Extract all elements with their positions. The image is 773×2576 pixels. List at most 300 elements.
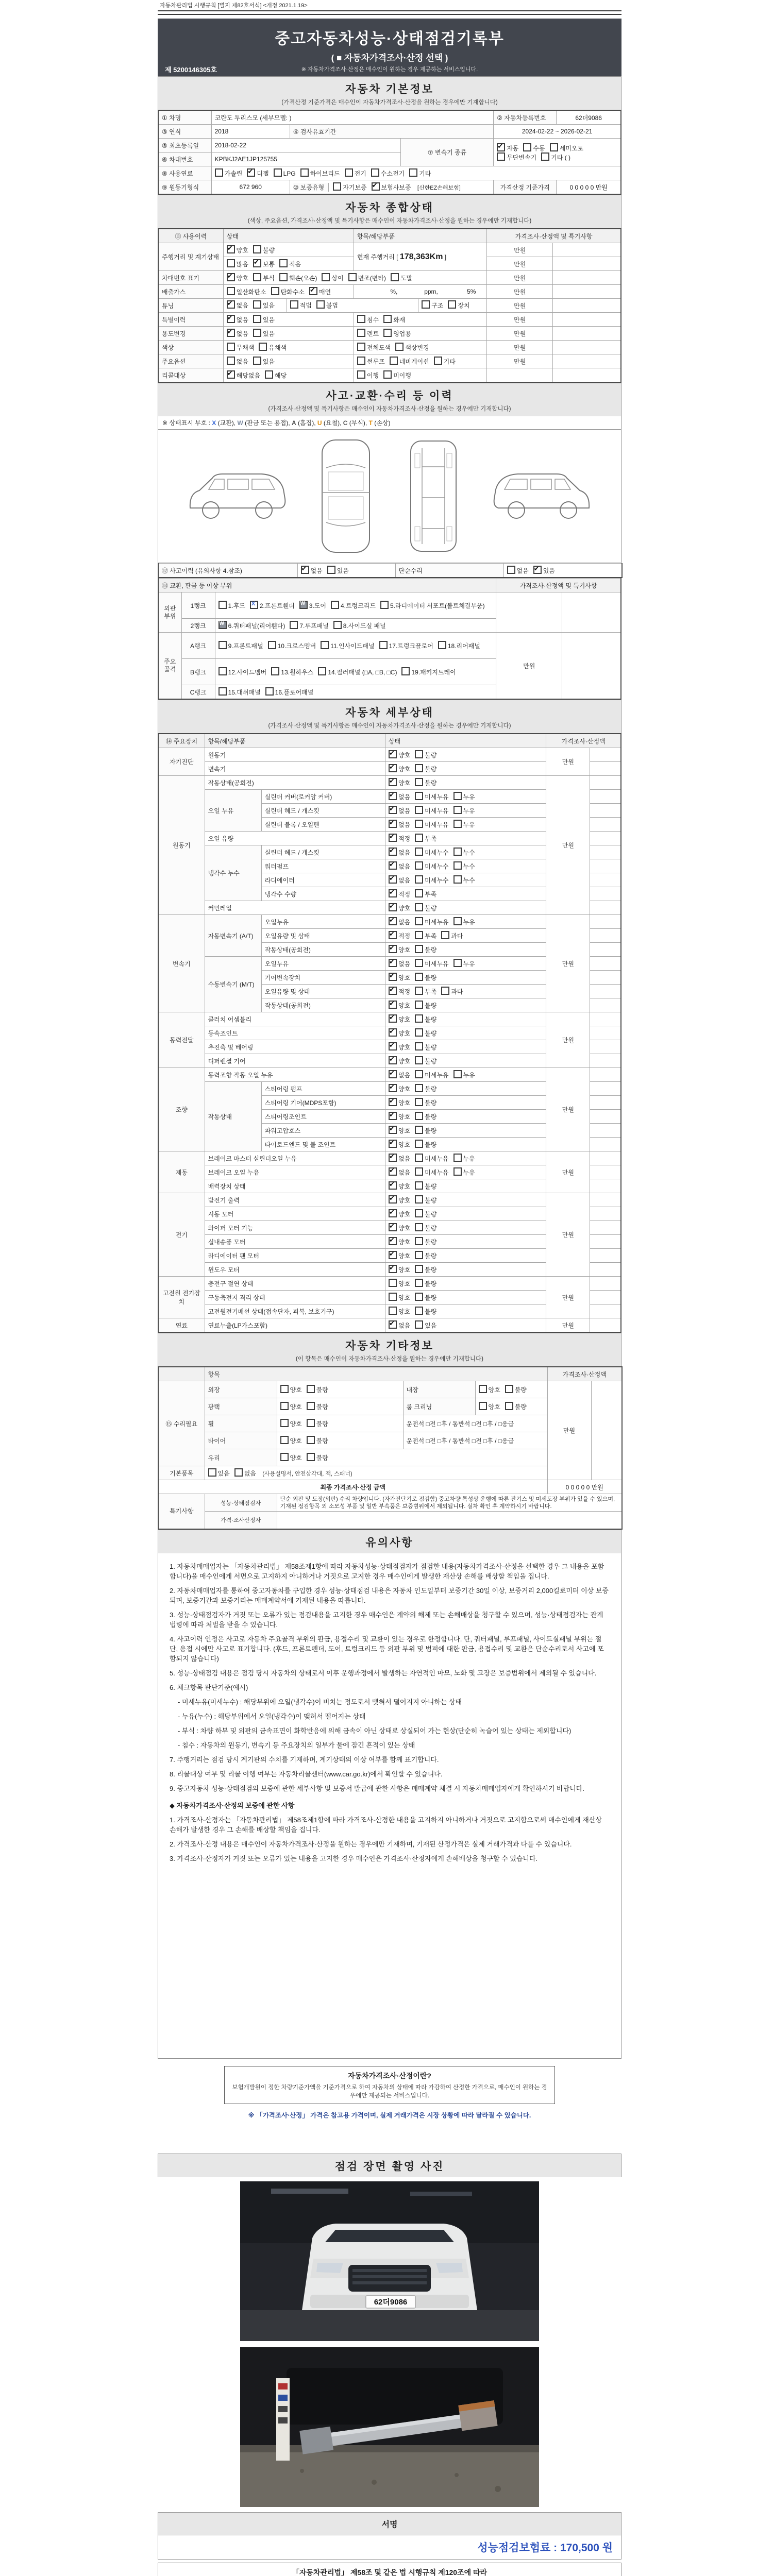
- checkbox-unchecked: [415, 1251, 436, 1260]
- checkbox-unchecked: [390, 357, 429, 366]
- checkbox-unchecked: [415, 1070, 448, 1079]
- checkbox-checked: [389, 931, 410, 940]
- option-label: 불량: [425, 1127, 437, 1134]
- option-label: 있음: [262, 316, 275, 324]
- checkbox-unchecked: [453, 1167, 475, 1177]
- device-group-6: 전기: [158, 1193, 205, 1277]
- checkbox-unchecked: [415, 750, 436, 759]
- checkbox-unchecked: [507, 566, 529, 575]
- checkbox-checked: [389, 945, 410, 954]
- price-cell: 만원: [546, 748, 590, 776]
- checkbox-checked: [389, 1237, 410, 1246]
- col-usage-history: ⑪ 사용이력: [158, 229, 223, 243]
- checkbox-checked: [389, 1001, 410, 1010]
- row-tuning-label: 튜닝: [158, 299, 223, 313]
- polish-options: [277, 1398, 403, 1415]
- checkbox-unchecked: [265, 370, 287, 380]
- sub-group-label: 작동상태: [205, 1082, 261, 1151]
- checkbox-code-W: [299, 601, 326, 610]
- checkbox-unchecked: [333, 182, 366, 192]
- checkbox-unchecked: [253, 329, 275, 338]
- document-header: [158, 19, 621, 76]
- state-code-desc: (부식),: [347, 419, 369, 427]
- option-label: 양호: [398, 779, 411, 787]
- price-cell: 만원: [487, 243, 553, 257]
- option-label: 양호: [398, 1225, 411, 1232]
- option-label: 13.휠하우스: [281, 669, 314, 676]
- option-label: 없음: [398, 821, 411, 828]
- state-code-U: U: [317, 419, 322, 427]
- vehicle-diagram-right-side: [490, 463, 595, 530]
- final-price-label: 최종 가격조사·산정 금액: [158, 1480, 547, 1494]
- option-label: 적정: [398, 891, 411, 898]
- item-state-options: [385, 1151, 546, 1165]
- group-main-frame: 주요골격: [158, 633, 181, 700]
- blank-cell: [590, 1291, 621, 1304]
- state-code-C: C: [343, 419, 348, 427]
- rank1-items: [215, 592, 496, 619]
- field-value-engine-type: 672 960: [211, 180, 290, 195]
- blank-cell: [553, 341, 621, 354]
- item-state-options: [385, 1304, 546, 1318]
- option-label: 양호: [398, 1030, 411, 1037]
- checkbox-checked: [389, 889, 410, 899]
- tire-options: [277, 1432, 403, 1449]
- option-label: 16.플로어패널: [275, 689, 314, 696]
- item-label: 디퍼렌셜 기어: [205, 1054, 385, 1068]
- checkbox-unchecked: [321, 641, 374, 650]
- remarks-inspector-text: 단순 외판 및 도장(외판) 수리 차량입니다. (자가진단기로 점검함) 중고차량 특성상 운행에 따른 잔기스 및 미세도장 부위가 있을 수 있으며, 기재된 점검항목 외 소모성 부품 및 일반 부속품은 보증범위에서 제외됩니다. 실차 확인 후 계약하시기 바랍니다.: [277, 1494, 622, 1512]
- checkbox-checked: [389, 903, 410, 912]
- blank-cell: [590, 1082, 621, 1096]
- item-state-options: [385, 1012, 546, 1026]
- rank2-items: [215, 619, 496, 633]
- panel-price-header: 가격조사·산정액 및 특기사항: [496, 579, 621, 592]
- checkbox-unchecked: [307, 1436, 328, 1445]
- option-label: 양호: [398, 1280, 411, 1287]
- checkbox-checked: [389, 1265, 410, 1274]
- checkbox-unchecked: [415, 931, 436, 940]
- checkbox-unchecked: [333, 621, 386, 630]
- checkbox-checked: [227, 273, 248, 282]
- legend-prefix: ※ 상태표시 부호 :: [162, 419, 212, 427]
- field-label-first-registration: ⑤ 최초등록일: [158, 139, 211, 152]
- checkbox-checked: [389, 764, 410, 773]
- item-label: 시동 모터: [205, 1207, 385, 1221]
- checkbox-unchecked: [453, 792, 475, 801]
- checkbox-unchecked: [345, 168, 366, 178]
- option-label: 양호: [398, 1086, 411, 1093]
- col-price: 가격조사·산정액: [547, 1367, 622, 1381]
- field-value-car-name: 코란도 투리스모 (세부모델: ): [211, 110, 494, 125]
- current-mileage: [354, 243, 486, 271]
- blank-cell: [590, 1249, 621, 1263]
- confirmation-line1: 「자동차관리법」 제58조 및 같은 법 시행규칙 제120조에 따라: [292, 2568, 488, 2576]
- simple-repair-label: 단순수리: [395, 564, 503, 578]
- notice-paragraph: 4. 사고이력 인정은 사고로 자동차 주요골격 부위의 판금, 용접수리 및 교환이 있는 경우로 한정합니다. 단, 쿼터패널, 루프패널, 사이드실패널 부위는 절단, 용접 시에만 사고로 표기합니다. (후드, 프론트펜더, 도어, 트렁크리드 등 외판 부위 및 범퍼에 대한 판금, 용접수리 및 교환은 단순수리로서 사고에 포함되지 않습니다): [170, 1635, 604, 1663]
- final-price-value: 0 0 0 0 0 만원: [547, 1480, 622, 1494]
- option-label: 없음: [398, 793, 411, 801]
- section-accident-header: [158, 383, 621, 416]
- section-note: (가격조사·산정액 및 특기사항은 매수인이 자동차가격조사·산정을 원하는 경우에만 기재합니다): [268, 723, 511, 729]
- device-group-3: 동력전달: [158, 1012, 205, 1068]
- checkbox-unchecked: [300, 168, 340, 178]
- item-state-options: [385, 1138, 546, 1151]
- option-label: 불량: [425, 1239, 437, 1246]
- remarks-inspector-label: 성능·상태점검자: [205, 1494, 277, 1512]
- option-label: 미세누수: [425, 877, 449, 884]
- price-cell: 만원: [546, 1193, 590, 1277]
- checkbox-checked: [389, 1098, 410, 1107]
- rankA-items: [215, 633, 496, 659]
- basic-items-cell: [205, 1466, 547, 1480]
- checkbox-unchecked: [383, 315, 405, 324]
- checkbox-unchecked: [415, 861, 448, 871]
- blank-cell: [591, 1381, 622, 1480]
- device-group-7: 고전원 전기장치: [158, 1277, 205, 1318]
- checkbox-checked: [389, 1056, 410, 1065]
- option-label: 부식: [262, 275, 275, 282]
- option-label: 도말: [400, 275, 413, 282]
- item-label: 고전원전기배선 상태(접속단자, 피복, 보호기구): [205, 1304, 385, 1318]
- price-cell: 만원: [496, 633, 562, 700]
- blank-cell: [590, 1068, 621, 1082]
- row-exterior-label: 외장: [205, 1381, 277, 1398]
- vehicle-diagrams: [158, 430, 621, 563]
- checkbox-unchecked: [415, 1001, 436, 1010]
- recall-done-options: [354, 368, 486, 383]
- checkbox-unchecked: [422, 300, 443, 310]
- option-label: 불량: [316, 1420, 328, 1428]
- item-label: 냉각수 수량: [261, 887, 385, 901]
- option-label: 양호: [236, 247, 248, 254]
- checkbox-unchecked: [453, 820, 475, 829]
- option-label: 불량: [425, 1252, 437, 1260]
- checkbox-unchecked: [280, 1419, 302, 1428]
- rankC-label: C랭크: [181, 685, 215, 700]
- checkbox-unchecked: [453, 861, 475, 871]
- checkbox-unchecked: [550, 143, 583, 152]
- checkbox-unchecked: [227, 287, 266, 296]
- remarks-appraiser-label: 가격·조사산정자: [205, 1512, 277, 1529]
- option-label: 미세누유: [425, 821, 449, 828]
- checkbox-unchecked: [371, 168, 405, 178]
- item-state-options: [385, 1082, 546, 1096]
- wheel-options: [277, 1415, 403, 1432]
- rankB-items: [215, 659, 496, 685]
- option-label: 불량: [514, 1386, 527, 1394]
- option-label: 있음: [337, 567, 349, 574]
- notice-paragraph: 2. 자동차매매업자를 통하여 중고자동차를 구입한 경우 성능·상태점검 내용은 자동차 인도일부터 보증기간 30일 이상, 보증거리 2,000킬로미터 이상 보증되며, 보증기간과 보증거리는 매매계약서에 기재된 내용을 따릅니다.: [170, 1586, 609, 1604]
- field-value-base-price: 0 0 0 0 0 만원: [557, 180, 621, 195]
- checkbox-unchecked: [265, 687, 314, 697]
- checkbox-unchecked: [383, 329, 411, 338]
- row-interior-label: 내장: [403, 1381, 475, 1398]
- price-cell: 만원: [487, 341, 553, 354]
- option-label: 양호: [398, 1266, 411, 1274]
- inspection-photo-front: [240, 2181, 539, 2341]
- transmission-options-1: [497, 143, 617, 152]
- item-label: 와이퍼 모터 기능: [205, 1221, 385, 1235]
- item-label: 실린더 헤드 / 개스킷: [261, 845, 385, 859]
- checkbox-unchecked: [307, 1385, 328, 1394]
- checkbox-checked: [389, 1195, 410, 1205]
- color-options: [223, 341, 354, 354]
- item-state-options: [385, 998, 546, 1012]
- checkbox-unchecked: [505, 1385, 527, 1394]
- pricing-info-note: ※ 「가격조사·산정」 가격은 참고용 가격이며, 실제 거래가격은 시장 상황에 따라 달라질 수 있습니다.: [248, 2111, 531, 2119]
- glass-options: [277, 1449, 547, 1466]
- option-label: 훼손(오손): [289, 275, 317, 282]
- option-label: 무단변속기: [507, 154, 537, 161]
- checkbox-unchecked: [391, 273, 412, 282]
- option-label: 1.후드: [228, 602, 245, 609]
- price-cell: 만원: [546, 915, 590, 1012]
- item-state-options: [385, 845, 546, 859]
- field-label-vin: ⑥ 차대번호: [158, 152, 211, 166]
- checkbox-unchecked: [348, 273, 386, 282]
- option-label: 있음: [425, 1322, 437, 1329]
- divider: [158, 10, 621, 15]
- special-history-type-options: [354, 313, 486, 327]
- row-recall-label: 리콜대상: [158, 368, 223, 383]
- checkbox-checked: [389, 1112, 410, 1121]
- blank-cell: [590, 1026, 621, 1040]
- fuel-options: [211, 166, 621, 180]
- blank-cell: [590, 998, 621, 1012]
- checkbox-unchecked: [307, 1453, 328, 1462]
- price-cell: 만원: [546, 1012, 590, 1068]
- option-label: 미이행: [393, 372, 411, 379]
- option-label: 없음: [236, 316, 248, 324]
- checkbox-unchecked: [290, 300, 312, 310]
- item-state-options: [385, 957, 546, 971]
- field-label-engine-type: ⑨ 원동기형식: [158, 180, 211, 195]
- blank-cell: [590, 1207, 621, 1221]
- item-state-options: [385, 1221, 546, 1235]
- accident-history-label: ⑫ 사고이력 (유의사항 4.참조): [158, 564, 297, 578]
- main-option-type-options: [354, 354, 486, 368]
- option-label: 양호: [398, 1211, 411, 1218]
- option-label: 기타: [443, 358, 456, 365]
- option-label: 썬루프: [366, 358, 385, 365]
- vin-marking-options: [223, 271, 487, 285]
- section-title: 자동차 세부상태: [345, 707, 434, 719]
- transmission-options-2: [497, 152, 617, 162]
- item-state-options: [385, 1277, 546, 1291]
- option-label: 있음: [262, 330, 275, 337]
- notice-paragraph: 2. 가격조사·산정 내용은 매수인이 자동차가격조사·산정을 원하는 경우에만 기재하며, 기재된 산정가격은 실제 거래가격과 다를 수 있습니다.: [170, 1840, 572, 1848]
- checkbox-checked: [389, 917, 410, 926]
- blank-cell: [590, 762, 621, 776]
- item-state-options: [385, 929, 546, 943]
- option-label: 불량: [425, 1294, 437, 1301]
- checkbox-unchecked: [280, 1453, 302, 1462]
- signature-title: 서명: [158, 2513, 621, 2535]
- option-label: 불량: [425, 1183, 437, 1190]
- checkbox-checked: [389, 1154, 410, 1163]
- checkbox-unchecked: [253, 315, 275, 324]
- checkbox-checked: [253, 259, 275, 268]
- checkbox-unchecked: [357, 343, 391, 352]
- item-label: 실린더 헤드 / 개스킷: [261, 804, 385, 818]
- price-cell: 만원: [546, 776, 590, 915]
- item-state-options: [385, 1096, 546, 1110]
- col-price: 가격조사·산정액: [546, 734, 621, 748]
- option-label: 10.크로스멤버: [277, 642, 316, 650]
- notice-paragraph: 5. 성능·상태점검 내용은 점검 당시 자동차의 상태로서 이후 운행과정에서 발생하는 자연적인 마모, 노화 및 고장은 보증범위에서 제외될 수 있습니다.: [170, 1669, 597, 1677]
- option-label: 없음: [398, 960, 411, 968]
- checkbox-checked: [389, 834, 410, 843]
- item-label: 동력조향 작동 오일 누유: [205, 1068, 385, 1082]
- option-label: 불량: [425, 1225, 437, 1232]
- option-label: 불량: [316, 1454, 328, 1462]
- option-label: 양호: [398, 1308, 411, 1315]
- tuning-exist-options: [224, 299, 287, 312]
- blank-cell: [590, 915, 621, 929]
- option-label: 상이: [331, 275, 344, 282]
- notice-text: [158, 1553, 621, 2059]
- option-label: 양호: [398, 752, 411, 759]
- checkbox-unchecked: [290, 621, 328, 630]
- row-room-cleaning-label: 룸 크리닝: [403, 1398, 475, 1415]
- option-label: 17.트렁크플로어: [389, 642, 433, 650]
- item-state-options: [385, 1179, 546, 1193]
- item-label: 오일 유량: [205, 832, 385, 845]
- option-label: 미세누유: [425, 1169, 449, 1176]
- option-label: 불량: [316, 1386, 328, 1394]
- option-label: 해당: [275, 372, 287, 379]
- checkbox-unchecked: [279, 273, 317, 282]
- option-label: 수소전기: [380, 170, 405, 177]
- item-state-options: [385, 901, 546, 915]
- field-label-fuel: ⑧ 사용연료: [158, 166, 211, 180]
- checkbox-unchecked: [415, 959, 448, 968]
- checkbox-unchecked: [453, 917, 475, 926]
- blank-cell: [590, 1040, 621, 1054]
- checkbox-unchecked: [453, 848, 475, 857]
- item-state-options: [385, 915, 546, 929]
- checkbox-checked: [389, 778, 410, 787]
- option-label: 양호: [398, 1183, 411, 1190]
- blank-cell: [553, 243, 621, 257]
- group-outer-panel: 외판부위: [158, 592, 181, 633]
- option-label: 양호: [398, 946, 411, 954]
- checkbox-unchecked: [322, 273, 343, 282]
- checkbox-unchecked: [401, 667, 456, 676]
- basic-items-options: [208, 1470, 261, 1477]
- item-state-options: [385, 985, 546, 998]
- signature-section: [158, 2512, 621, 2560]
- emission-co: %,: [390, 288, 398, 295]
- row-main-option-label: 주요옵션: [158, 354, 223, 368]
- blank-cell: [590, 957, 621, 971]
- checkbox-checked: [389, 820, 410, 829]
- checkbox-unchecked: [271, 667, 313, 676]
- checkbox-unchecked: [441, 987, 463, 996]
- section-etc-header: [158, 1333, 621, 1366]
- special-history-options: [223, 313, 354, 327]
- checkbox-unchecked: [227, 357, 248, 366]
- field-label-inspection-period: ④ 검사유효기간: [290, 125, 493, 139]
- item-label: 실내송풍 모터: [205, 1235, 385, 1249]
- item-state-options: [385, 790, 546, 804]
- section-title: 자동차 기타정보: [345, 1340, 434, 1352]
- blank-cell: [590, 1277, 621, 1291]
- field-value-transmission: [494, 139, 621, 166]
- checkbox-checked: [389, 1251, 410, 1260]
- option-label: 가솔린: [224, 170, 243, 177]
- option-label: 색상변경: [405, 344, 429, 351]
- row-mileage-label: 주행거리 및 계기상태: [158, 243, 223, 271]
- etc-info-table: [158, 1366, 623, 1530]
- option-label: 없음: [398, 807, 411, 815]
- item-label: 오일누유: [261, 957, 385, 971]
- item-label: 충전구 절연 상태: [205, 1277, 385, 1291]
- option-label: 네비게이션: [399, 358, 429, 365]
- option-label: 양호: [488, 1386, 500, 1394]
- item-label: 작동상태(공회전): [261, 998, 385, 1012]
- option-label: 5.라디에이터 서포트(볼트체결부품): [390, 602, 485, 609]
- state-code-T: T: [368, 419, 373, 427]
- option-label: 불량: [425, 1211, 437, 1218]
- option-label: 불량: [425, 1099, 437, 1107]
- item-label: 원동기: [205, 748, 385, 762]
- item-state-options: [385, 1193, 546, 1207]
- option-label: 미세누수: [425, 863, 449, 870]
- row-glass-label: 유리: [205, 1449, 277, 1466]
- panel-frame-table: [158, 578, 621, 700]
- emission-hc: ppm,: [424, 288, 438, 295]
- main-option-options: [223, 354, 354, 368]
- item-state-options: [385, 1207, 546, 1221]
- option-label: 누유: [463, 1169, 475, 1176]
- checkbox-unchecked: [415, 1181, 436, 1191]
- section-notice-header: [158, 1530, 621, 1553]
- checkbox-unchecked: [415, 834, 436, 843]
- option-label: 양호: [290, 1454, 302, 1462]
- checkbox-unchecked: [389, 1279, 410, 1288]
- row-usage-change-label: 용도변경: [158, 327, 223, 341]
- col-state: 상태: [223, 229, 354, 243]
- option-label: 매연: [318, 289, 331, 296]
- vehicle-diagram-bottom: [402, 436, 464, 557]
- item-label: 오일유량 및 상태: [261, 985, 385, 998]
- item-state-options: [385, 1263, 546, 1277]
- checkbox-unchecked: [415, 1112, 436, 1121]
- mileage-value: 178,363Km: [399, 252, 443, 261]
- document-subtitle-note: ※ 자동차가격조사·산정은 매수인이 원하는 경우 제공하는 서비스입니다.: [301, 66, 478, 73]
- price-cell: 만원: [487, 257, 553, 271]
- option-label: 영업용: [393, 330, 411, 337]
- field-warranty-type: [290, 180, 493, 195]
- option-label: 적음: [289, 261, 301, 268]
- blank-cell: [590, 1054, 621, 1068]
- section-note: (색상, 주요옵션, 가격조사·산정액 및 특기사항은 매수인이 자동차가격조사·산정을 원하는 경우에만 기재합니다): [247, 218, 532, 224]
- option-label: 누유: [463, 793, 475, 801]
- option-label: 없음: [236, 302, 248, 309]
- pricing-info-body: 보험개발원이 정한 차량기준가액을 기준가격으로 하여 자동차의 상태에 따라 가감하여 산정한 가격으로, 매수인이 원하는 경우에만 제공되는 서비스입니다.: [232, 2084, 547, 2099]
- option-label: 부족: [425, 988, 437, 995]
- option-label: 불량: [425, 1266, 437, 1274]
- option-label: 불량: [262, 247, 275, 254]
- option-label: 자기보증: [343, 184, 367, 191]
- blank-cell: [590, 1151, 621, 1165]
- item-label: 배력장치 상태: [205, 1179, 385, 1193]
- tire-positions: 운전석 □전 □후 / 동반석 □전 □후 / □응급: [403, 1432, 547, 1449]
- remarks-label: 특기사항: [158, 1494, 205, 1529]
- section-title: 유의사항: [365, 1536, 414, 1549]
